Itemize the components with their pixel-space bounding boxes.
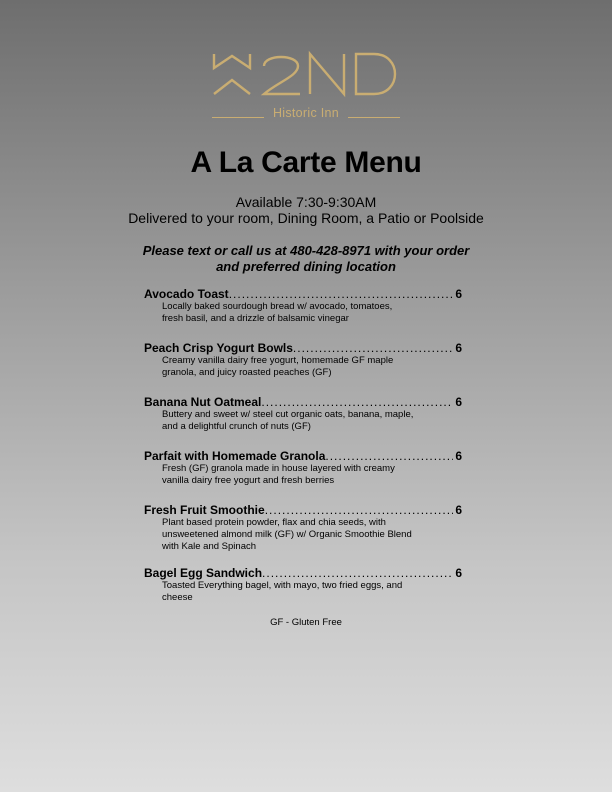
item-name: Avocado Toast [144, 287, 229, 301]
item-price: 6 [455, 503, 462, 517]
w2nd-logo-mark [206, 46, 406, 104]
item-desc-line: unsweetened almond milk (GF) w/ Organic Smoothie Blend [162, 529, 412, 540]
item-name: Bagel Egg Sandwich [144, 566, 263, 580]
item-desc-line: Creamy vanilla dairy free yogurt, homemade GF maple [162, 355, 394, 366]
menu-item [144, 341, 474, 395]
item-desc-line: fresh basil, and a drizzle of balsamic vinegar [162, 313, 349, 324]
gluten-free-footnote: GF - Gluten Free [270, 617, 342, 628]
logo-rule-right [348, 117, 400, 118]
item-description [162, 355, 442, 379]
item-price: 6 [455, 341, 462, 355]
item-desc-line: with Kale and Spinach [162, 541, 257, 552]
leader-dots [262, 566, 453, 580]
item-description [162, 517, 442, 553]
leader-dots [293, 341, 453, 355]
availability-hours: Available 7:30-9:30AM [235, 194, 377, 210]
item-desc-line: Fresh (GF) granola made in house layered with creamy [162, 463, 395, 474]
item-name: Banana Nut Oatmeal [144, 395, 262, 409]
order-notice-line1: Please text or call us at 480-428-8971 with your order [142, 243, 470, 258]
item-description [162, 463, 442, 487]
item-desc-line: cheese [162, 592, 193, 603]
item-description [162, 409, 442, 433]
menu-item [144, 503, 474, 566]
item-name: Parfait with Homemade Granola [144, 449, 326, 463]
item-desc-line: Buttery and sweet w/ steel cut organic oats, banana, maple, [162, 409, 414, 420]
item-price: 6 [455, 395, 462, 409]
item-name: Peach Crisp Yogurt Bowls [144, 341, 293, 355]
item-desc-line: Locally baked sourdough bread w/ avocado, tomatoes, [162, 301, 393, 312]
item-price: 6 [455, 287, 462, 301]
logo-tagline: Historic Inn [272, 106, 340, 120]
menu-item [144, 287, 474, 341]
availability-block [0, 194, 612, 226]
menu-item [144, 566, 474, 614]
item-name: Fresh Fruit Smoothie [144, 503, 265, 517]
order-notice-line2: and preferred dining location [216, 259, 396, 274]
item-desc-line: Plant based protein powder, flax and chia seeds, with [162, 517, 386, 528]
menu-list [144, 287, 474, 614]
item-price: 6 [455, 449, 462, 463]
leader-dots [261, 395, 453, 409]
menu-title: A La Carte Menu [190, 146, 422, 179]
menu-item [144, 395, 474, 449]
order-notice [0, 243, 612, 275]
item-description [162, 301, 442, 325]
item-description [162, 580, 442, 604]
item-desc-line: vanilla dairy free yogurt and fresh berries [162, 475, 335, 486]
leader-dots [229, 287, 454, 301]
item-desc-line: granola, and juicy roasted peaches (GF) [162, 367, 332, 378]
item-desc-line: and a delightful crunch of nuts (GF) [162, 421, 311, 432]
inn-logo [206, 46, 406, 126]
leader-dots [265, 503, 454, 517]
item-desc-line: Toasted Everything bagel, with mayo, two fried eggs, and [162, 580, 403, 591]
item-price: 6 [455, 566, 462, 580]
menu-item [144, 449, 474, 503]
availability-delivery: Delivered to your room, Dining Room, a Patio or Poolside [128, 210, 484, 226]
leader-dots [325, 449, 453, 463]
